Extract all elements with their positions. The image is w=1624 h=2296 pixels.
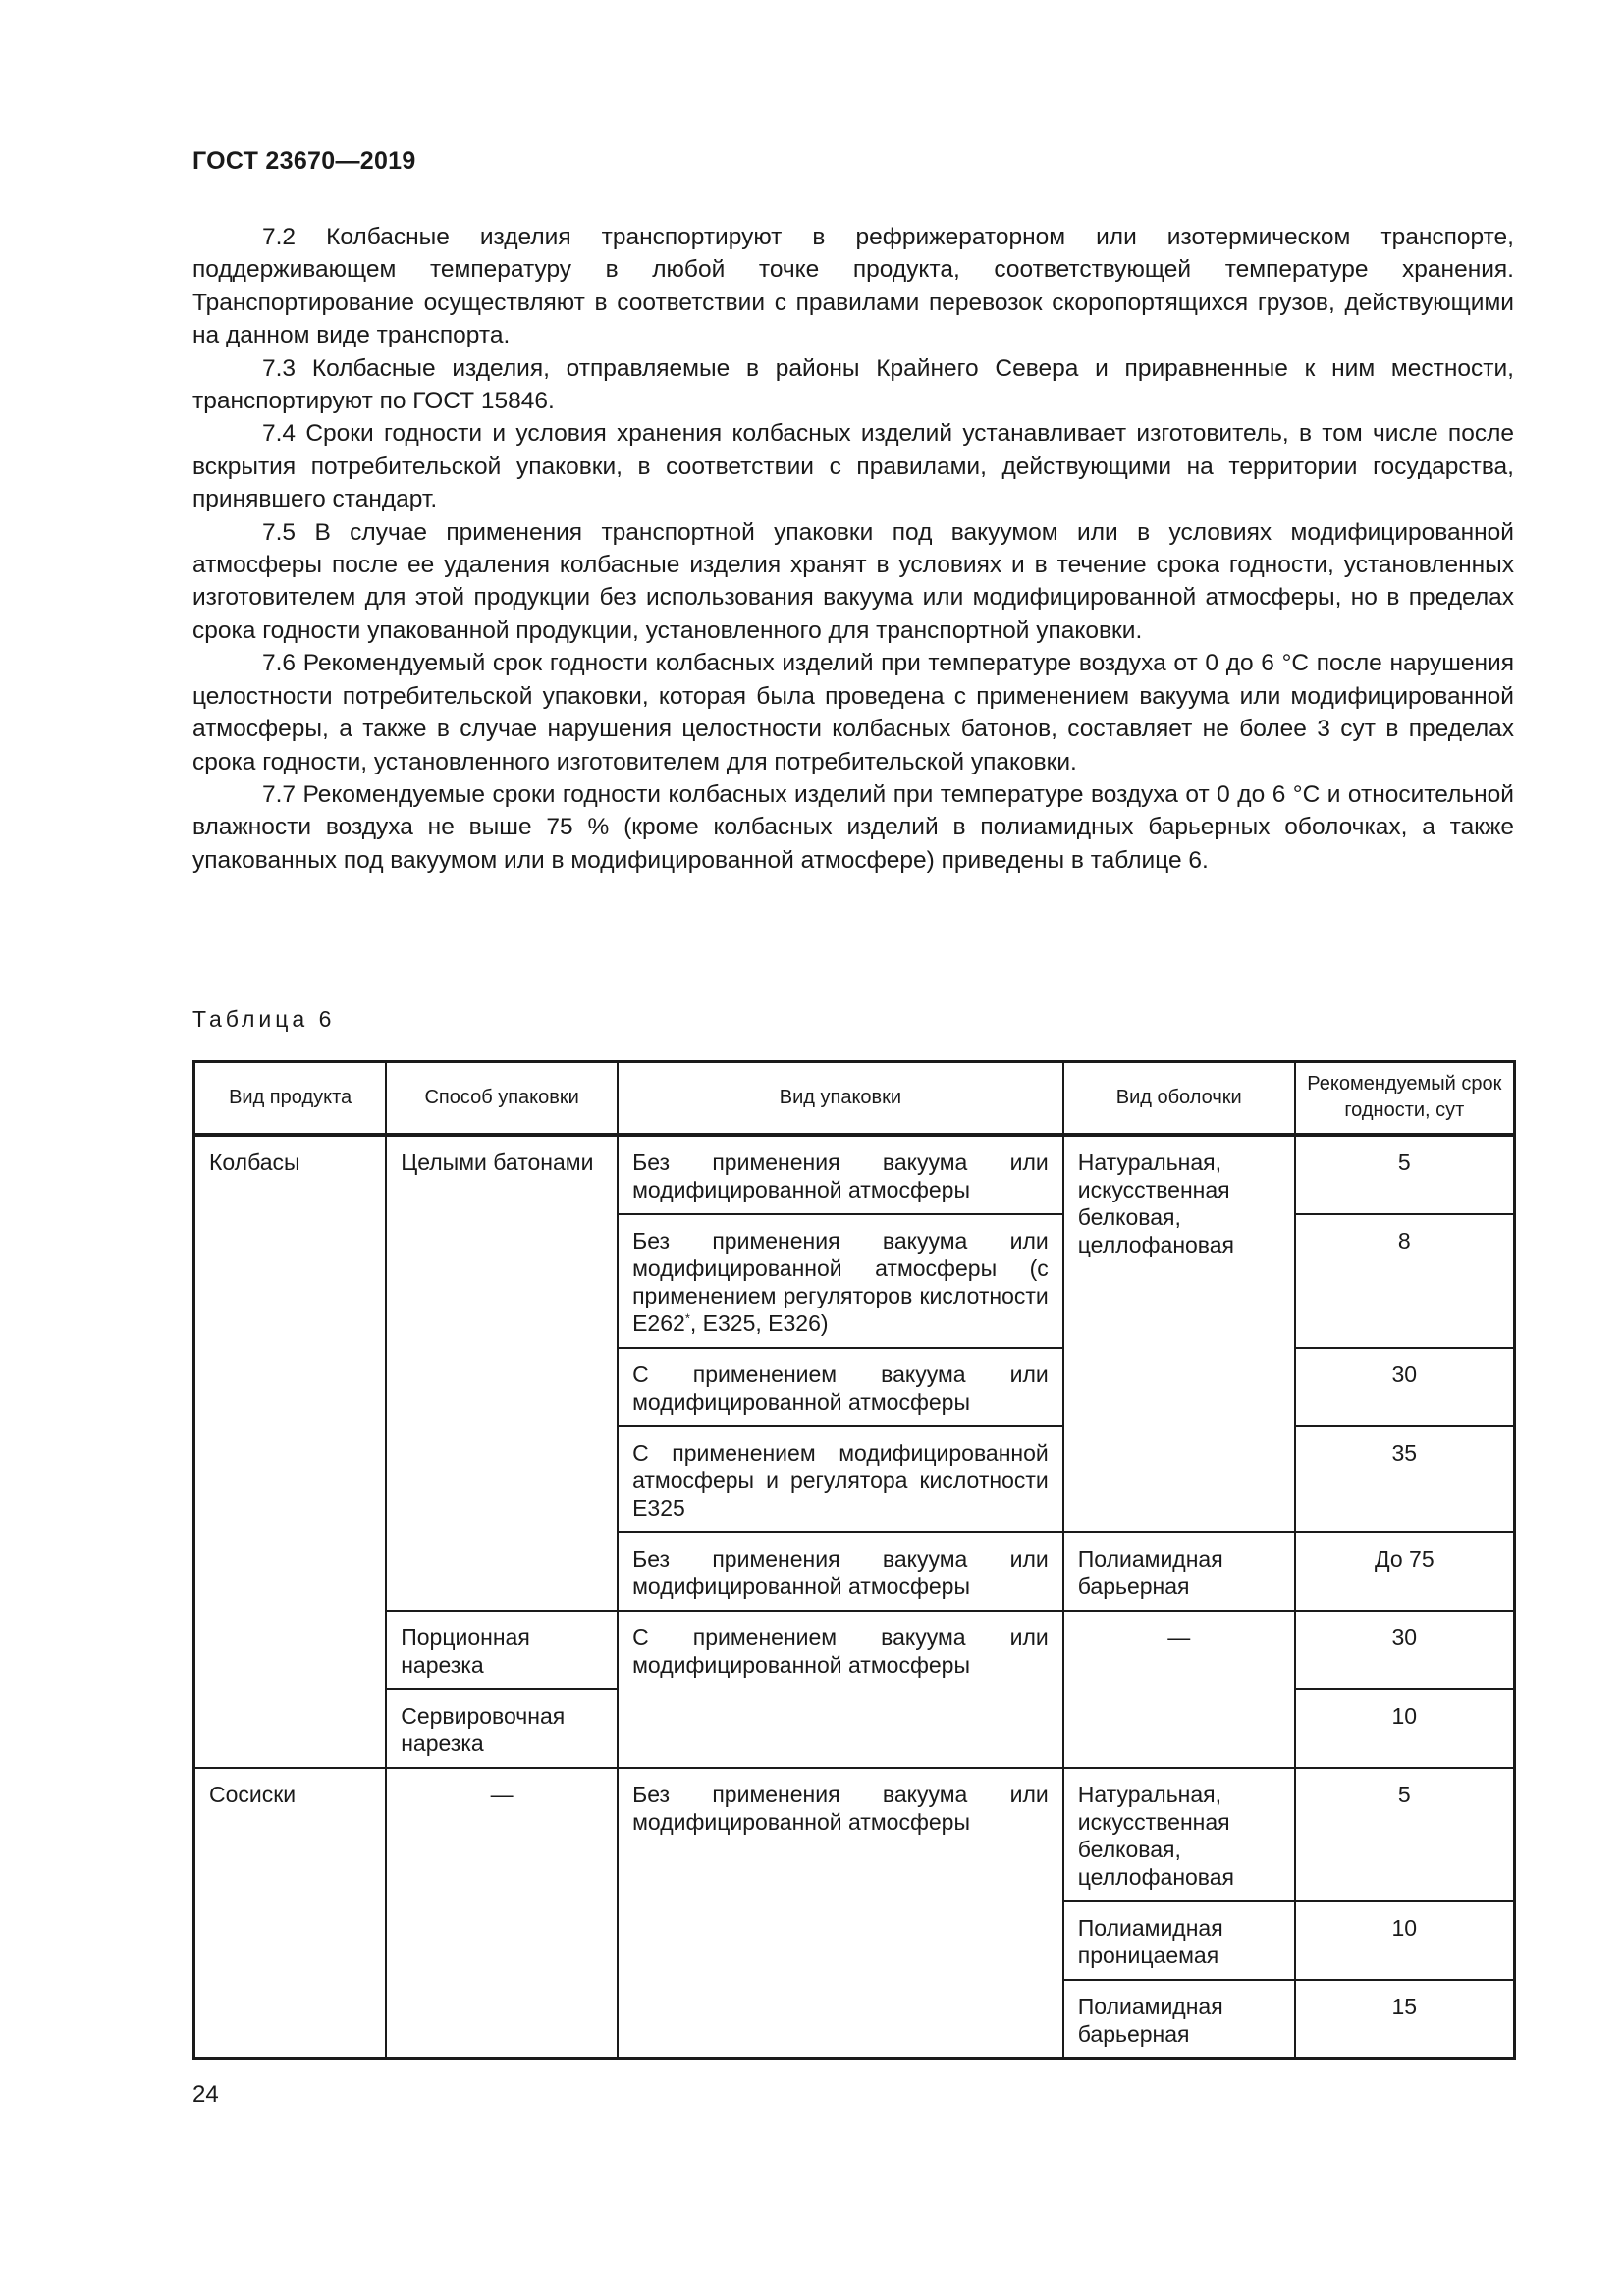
shelf-life-cell: 8	[1295, 1214, 1515, 1348]
body-text	[192, 221, 1514, 877]
shelf-life-cell: 5	[1295, 1768, 1515, 1901]
shelf-life-cell: 10	[1295, 1901, 1515, 1980]
casing-cell: Полиамидная барьерная	[1063, 1532, 1295, 1611]
packing-method-cell: —	[386, 1768, 618, 2059]
pack-type-cell: Без применения вакуума или модифицированной атмосферы	[618, 1768, 1063, 2059]
footnote-marker: *	[684, 1309, 690, 1325]
header-pack-type: Вид упаковки	[618, 1062, 1063, 1135]
product-cell: Колбасы	[194, 1135, 387, 1768]
casing-cell: Натуральная, искусственная белковая, целлофановая	[1063, 1768, 1295, 1901]
pack-type-text: Без применения вакуума или модифицированной атмосферы (с применением регуляторов кислотности Е262	[632, 1227, 1049, 1336]
shelf-life-cell: До 75	[1295, 1532, 1515, 1611]
table-row	[194, 1611, 1515, 1689]
table-caption: Таблица 6	[192, 1006, 336, 1032]
paragraph-7-5: 7.5 В случае применения транспортной упаковки под вакуумом или в условиях модифицированной атмосферы после ее удаления колбасные изделия хранят в условиях и в течение срока годности, установленных изготовителем для этой продукции без использования вакуума или модифицированной атмосферы, но в пределах срока годности упакованной продукции, установленного для транспортной упаковки.	[192, 518, 1514, 644]
casing-cell: —	[1063, 1611, 1295, 1768]
header-packing-method: Способ упаковки	[386, 1062, 618, 1135]
pack-type-cell	[618, 1214, 1063, 1348]
shelf-life-cell: 15	[1295, 1980, 1515, 2059]
product-cell: Сосиски	[194, 1768, 387, 2059]
pack-type-cell: С применением модифицированной атмосферы и регулятора кислотности Е325	[618, 1426, 1063, 1532]
pack-type-text-tail: , Е325, Е326)	[689, 1309, 829, 1336]
pack-type-cell: С применением вакуума или модифицированной атмосферы	[618, 1348, 1063, 1426]
paragraph-7-7: 7.7 Рекомендуемые сроки годности колбасных изделий при температуре воздуха от 0 до 6 °С и относительной влажности воздуха не выше 75 % (кроме колбасных изделий в полиамидных барьерных оболочках, а также упакованных под вакуумом или в модифицированной атмосфере) приведены в таблице 6.	[192, 780, 1514, 874]
pack-type-cell: Без применения вакуума или модифицированной атмосферы	[618, 1135, 1063, 1214]
casing-cell: Натуральная, искусственная белковая, целлофановая	[1063, 1135, 1295, 1532]
paragraph-7-4: 7.4 Сроки годности и условия хранения колбасных изделий устанавливает изготовитель, в том числе после вскрытия потребительской упаковки, в соответствии с правилами, действующими на территории государства, принявшего стандарт.	[192, 420, 1514, 513]
packing-method-cell: Сервировочная нарезка	[386, 1689, 618, 1768]
casing-cell: Полиамидная барьерная	[1063, 1980, 1295, 2059]
shelf-life-cell: 30	[1295, 1611, 1515, 1689]
packing-method-cell: Целыми батонами	[386, 1135, 618, 1611]
table-row	[194, 1135, 1515, 1214]
header-product: Вид продукта	[194, 1062, 387, 1135]
table-header-row	[194, 1062, 1515, 1135]
header-casing: Вид оболочки	[1063, 1062, 1295, 1135]
pack-type-cell: С применением вакуума или модифицированной атмосферы	[618, 1611, 1063, 1768]
paragraph-7-2: 7.2 Колбасные изделия транспортируют в рефрижераторном или изотермическом транспорте, поддерживающем температуру в любой точке продукта, соответствующей температуре хранения. Транспортирование осуществляют в соответствии с правилами перевозок скоропортящихся грузов, действующими на данном виде транспорта.	[192, 224, 1514, 349]
shelf-life-table	[192, 1060, 1516, 2060]
shelf-life-cell: 10	[1295, 1689, 1515, 1768]
document-header: ГОСТ 23670—2019	[192, 147, 416, 175]
shelf-life-cell: 30	[1295, 1348, 1515, 1426]
page-number: 24	[192, 2081, 219, 2108]
header-shelf-life: Рекомендуемый срок годности, сут	[1295, 1062, 1515, 1135]
paragraph-7-6: 7.6 Рекомендуемый срок годности колбасных изделий при температуре воздуха от 0 до 6 °С после нарушения целостности потребительской упаковки, которая была проведена с применением вакуума или модифицированной атмосферы, а также в случае нарушения целостности колбасных батонов, составляет не более 3 сут в пределах срока годности, установленного изготовителем для потребительской упаковки.	[192, 650, 1514, 775]
paragraph-7-3: 7.3 Колбасные изделия, отправляемые в районы Крайнего Севера и приравненные к ним местности, транспортируют по ГОСТ 15846.	[192, 354, 1514, 415]
shelf-life-cell: 5	[1295, 1135, 1515, 1214]
casing-cell: Полиамидная проницаемая	[1063, 1901, 1295, 1980]
shelf-life-cell: 35	[1295, 1426, 1515, 1532]
table-row	[194, 1768, 1515, 1901]
packing-method-cell: Порционная нарезка	[386, 1611, 618, 1689]
pack-type-cell: Без применения вакуума или модифицированной атмосферы	[618, 1532, 1063, 1611]
